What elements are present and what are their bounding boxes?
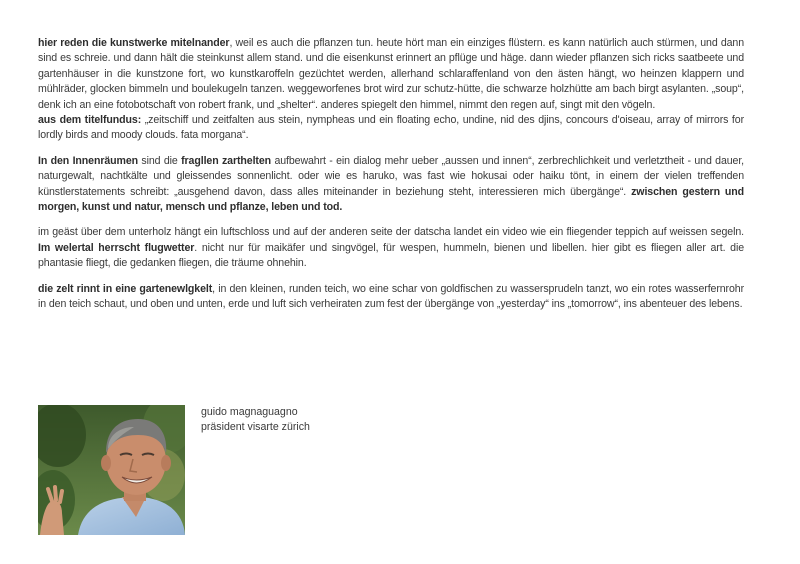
paragraph-2-lead: aus dem titelfundus:	[38, 114, 142, 127]
paragraph-1	[38, 36, 744, 113]
author-name: guido magnaguagno	[201, 406, 298, 418]
paragraph-4-bold: Im welertal herrscht flugwetter	[38, 241, 195, 254]
paragraph-3-text-1: sind die	[138, 154, 182, 167]
signature-block	[201, 405, 310, 436]
author-photo	[38, 405, 185, 535]
paragraph-5	[38, 282, 744, 313]
paragraph-4-text-2: . nicht nur für maikäfer und singvögel, für wespen, hummeln, bienen und libellen. hier gibt es fliegen aller art. die phantasie fliegt, die gedanken fliegen, die träume ohnehin.	[38, 241, 744, 270]
paragraph-1-text: , weil es auch die pflanzen tun. heute hört man ein einziges flüstern. es kann natürlich auch stürmen, und dann sind es schreie. und dann hält die steinkunst allem stand. und die eisenkunst erinnert an pflüge und häge. dann wieder pflanzen sich ricks saatbeete und gartenhäuser in die kunstzone fort, wo kunstkaroffeln gezüchtet werden, allerhand schlaraffenland von den ästen hängt, wo heinzen klappern und mühlräder, glocken bimmeln und boulekugeln tanzen. weggeworfenes brot wird zur schutz-hütte, die schwarze holzhütte am bach birgt asylanten. „soup“, denk ich an eine fotobotschaft von robert frank, und „shelter“. anderes spiegelt den himmel, nimmt den regen auf, singt mit den vögeln.	[38, 37, 744, 111]
paragraph-2	[38, 113, 744, 144]
paragraph-5-lead: die zelt rinnt in eine gartenewlgkelt	[38, 282, 213, 295]
paragraph-5-text: , in den kleinen, runden teich, wo eine schar von goldfischen zu wassersprudeln tanzt, wo ein rotes wasserfernrohr in den teich schaut, und oben und unten, erde und luft sich verheiraten zum fest der übergänge von „yesterday“ ins „tomorrow“, ins abenteuer des lebens.	[38, 282, 744, 311]
paragraph-3-bold-2: zwischen gestern und morgen, kunst und natur, mensch und pflanze, leben und tod.	[38, 185, 745, 214]
paragraph-3-text-2: aufbewahrt - ein dialog mehr ueber „aussen und innen“, zerbrechlichkeit und verletztheit - und dauer, naturgewalt, nachtkälte und gleissendes sonnenlicht. oder wie es haruko, was fast wie hokusai oder haiku tönt, in einem der vielen treffenden künstlerstatements schreibt: „ausgehend davon, dass alles miteinander in beziehung steht, interessieren mich übergänge“.	[38, 154, 745, 198]
body-text	[38, 36, 744, 323]
paragraph-4	[38, 225, 744, 271]
author-role: präsident visarte zürich	[201, 421, 310, 434]
portrait-illustration	[38, 405, 185, 535]
paragraph-1-lead: hier reden die kunstwerke mitelnander	[38, 37, 230, 49]
paragraph-2-text: „zeitschiff und zeitfalten aus stein, nympheas und ein floating echo, undine, nid des djins, concours d'oiseau, array of mirrors for lordly birds and moody clouds. fata morgana“.	[38, 114, 745, 142]
paragraph-3	[38, 154, 744, 216]
paragraph-3-bold-1: fragllen zarthelten	[181, 154, 272, 167]
paragraph-4-text-1: im geäst über dem unterholz hängt ein luftschloss und auf der anderen seite der datscha landet ein video wie ein fliegender teppich auf weissen segeln.	[38, 226, 744, 239]
paragraph-3-lead: In den Innenräumen	[38, 154, 138, 167]
